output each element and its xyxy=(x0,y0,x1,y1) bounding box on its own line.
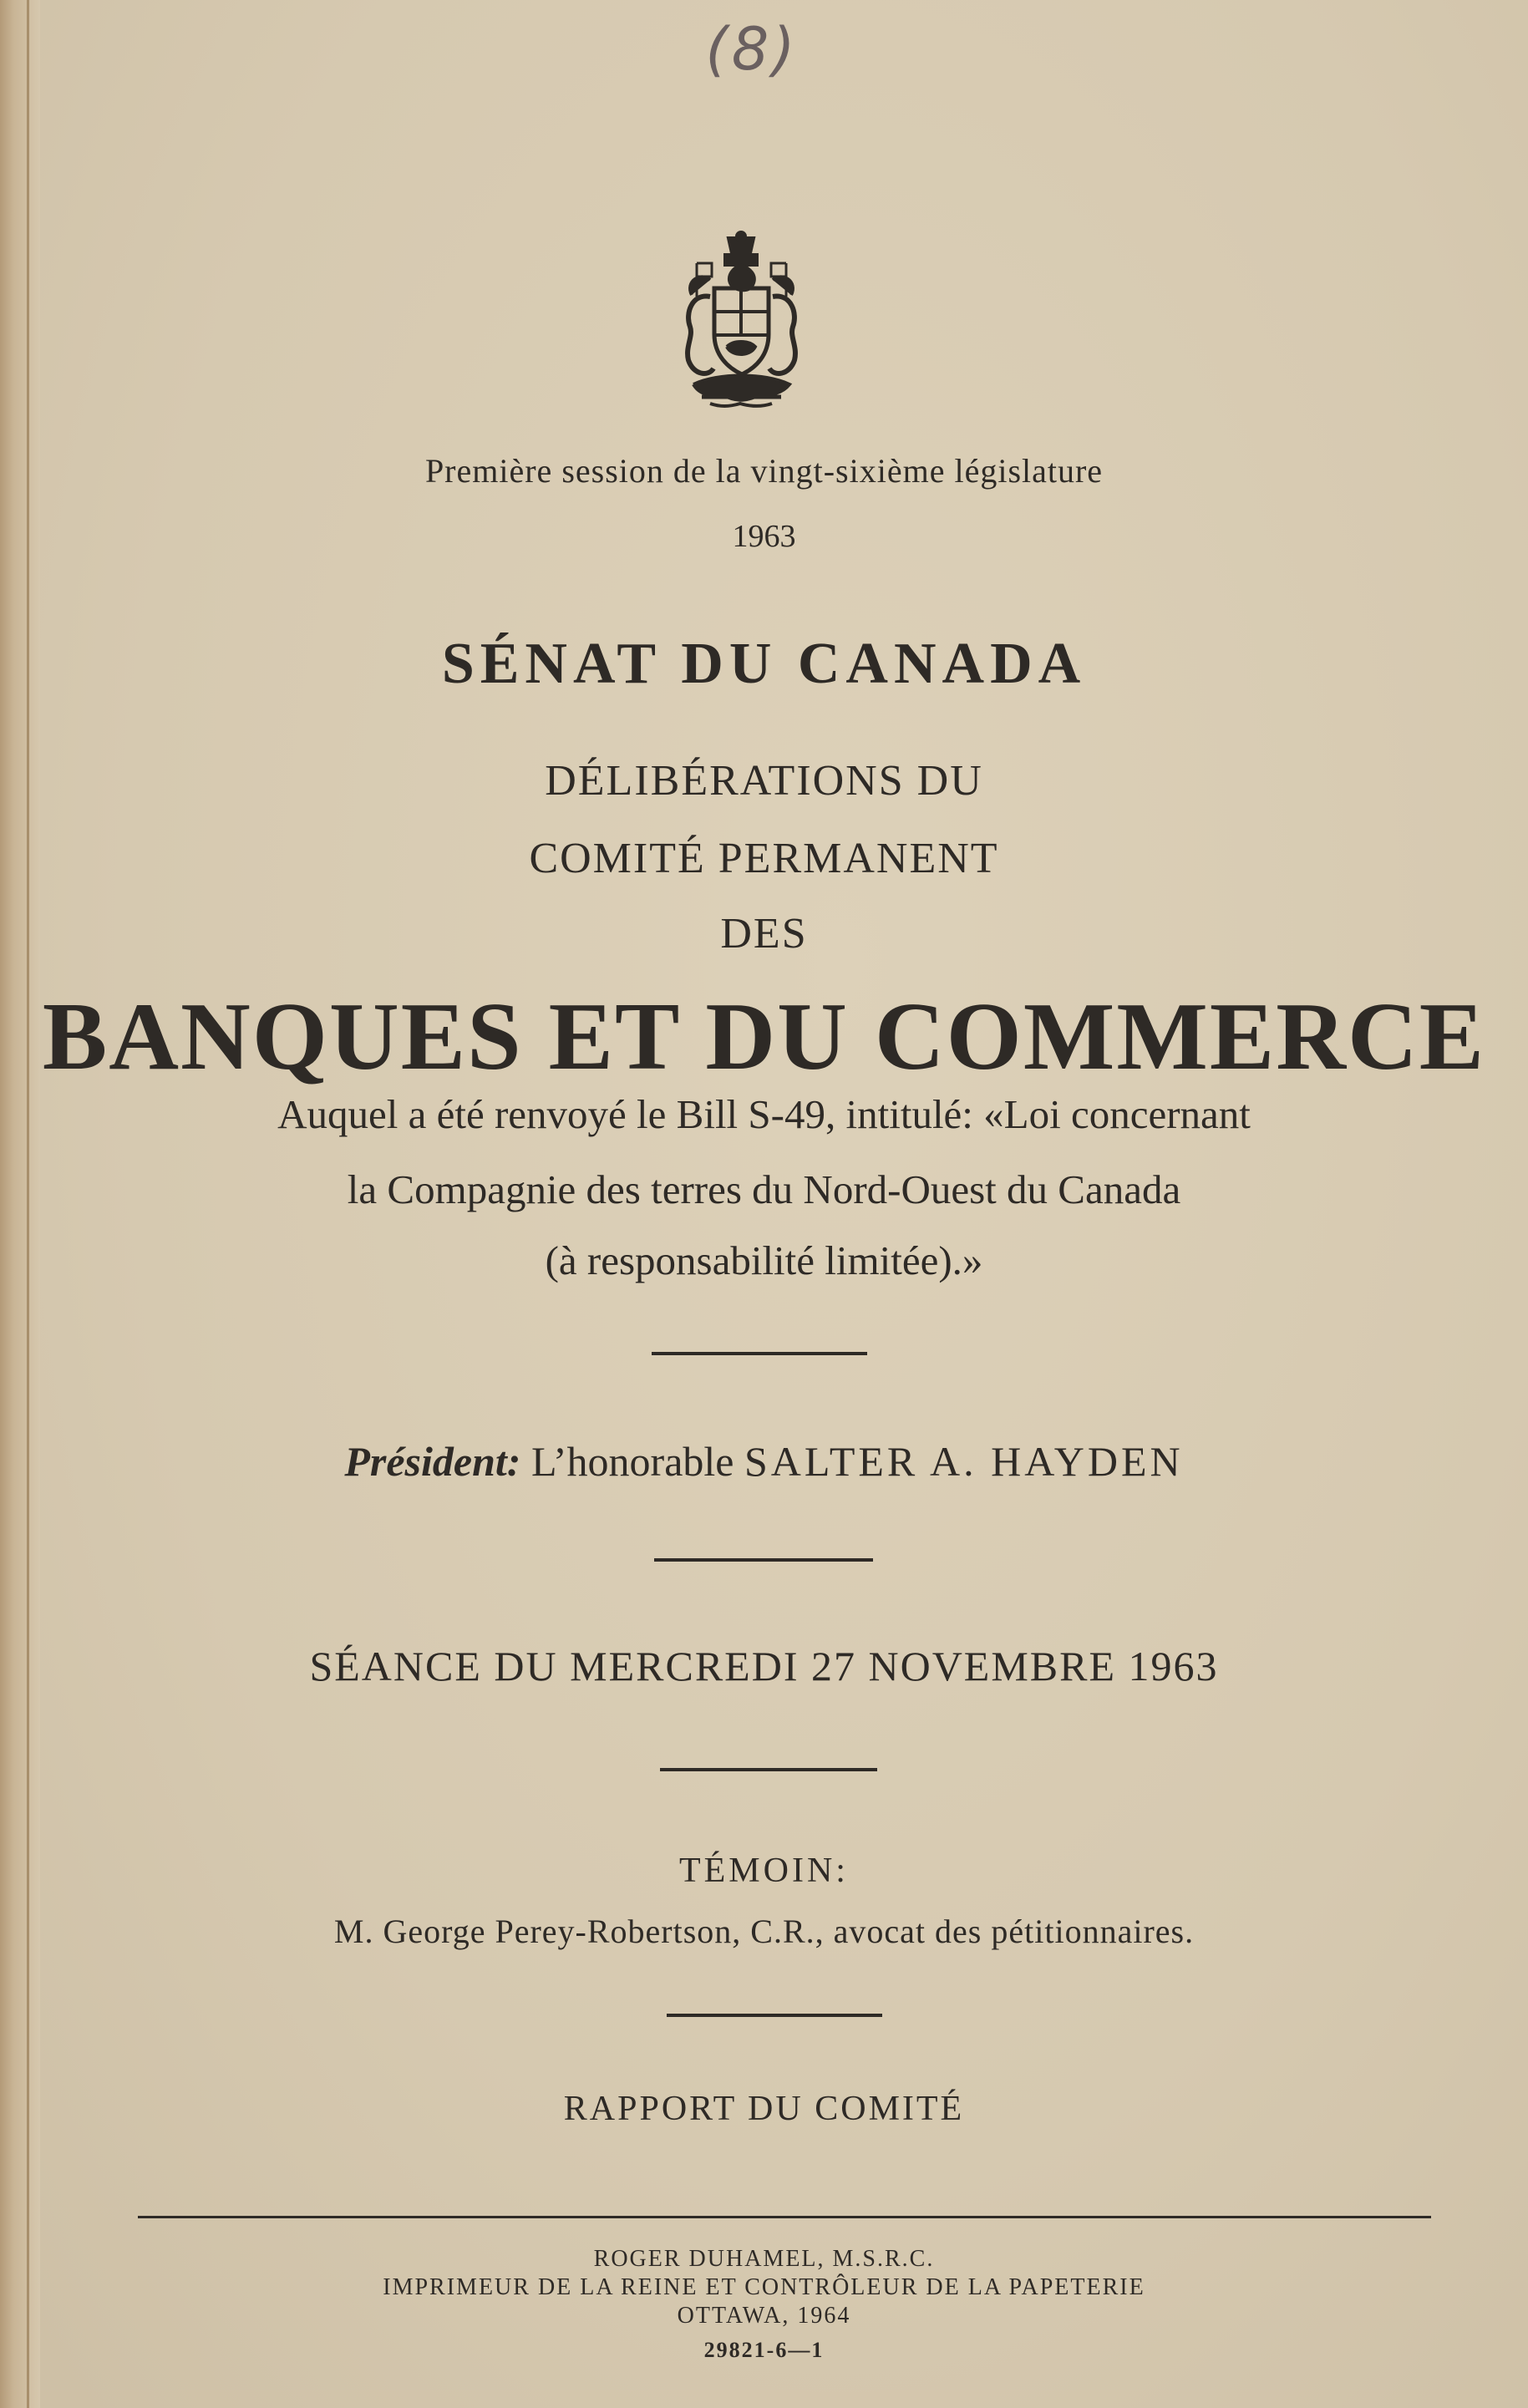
president-name: SALTER A. HAYDEN xyxy=(744,1438,1184,1485)
committee-name: BANQUES ET DU COMMERCE xyxy=(42,983,1486,1090)
handwritten-page-note: (8) xyxy=(705,15,799,84)
senate-title: SÉNAT DU CANADA xyxy=(441,632,1087,696)
divider-rule xyxy=(652,1352,867,1355)
footer-rule xyxy=(138,2216,1431,2218)
sitting-date: SÉANCE DU MERCREDI 27 NOVEMBRE 1963 xyxy=(309,1643,1219,1689)
referral-line-1: Auquel a été renvoyé le Bill S-49, intitulé: «Loi concernant xyxy=(277,1091,1251,1137)
referral-line-2: la Compagnie des terres du Nord-Ouest du Canada xyxy=(347,1166,1181,1212)
divider-rule xyxy=(654,1558,873,1562)
divider-rule xyxy=(660,1768,877,1771)
president-label: Président: xyxy=(344,1438,521,1485)
deliberations-line-3: DES xyxy=(720,910,808,958)
printer-line-3: OTTAWA, 1964 xyxy=(677,2303,851,2329)
session-line: Première session de la vingt-sixième législature xyxy=(424,452,1104,490)
deliberations-line-2: COMITÉ PERMANENT xyxy=(529,835,999,882)
printer-line-4: 29821-6—1 xyxy=(703,2338,825,2362)
deliberations-line-1: DÉLIBÉRATIONS DU xyxy=(545,757,983,805)
session-year: 1963 xyxy=(732,519,796,554)
referral-line-3: (à responsabilité limitée).» xyxy=(545,1237,983,1283)
divider-rule xyxy=(667,2014,882,2017)
president-line xyxy=(0,1437,1528,1486)
witness-line: M. George Perey-Robertson, C.R., avocat des pétitionnaires. xyxy=(333,1913,1195,1950)
report-title: RAPPORT DU COMITÉ xyxy=(563,2090,965,2128)
witness-heading: TÉMOIN: xyxy=(679,1852,849,1890)
coat-of-arms-icon xyxy=(677,230,806,409)
printer-line-1: ROGER DUHAMEL, M.S.R.C. xyxy=(593,2246,935,2272)
printer-line-2: IMPRIMEUR DE LA REINE ET CONTRÔLEUR DE LA PAPETERIE xyxy=(383,2274,1145,2300)
president-honorific: L’honorable xyxy=(530,1438,734,1485)
